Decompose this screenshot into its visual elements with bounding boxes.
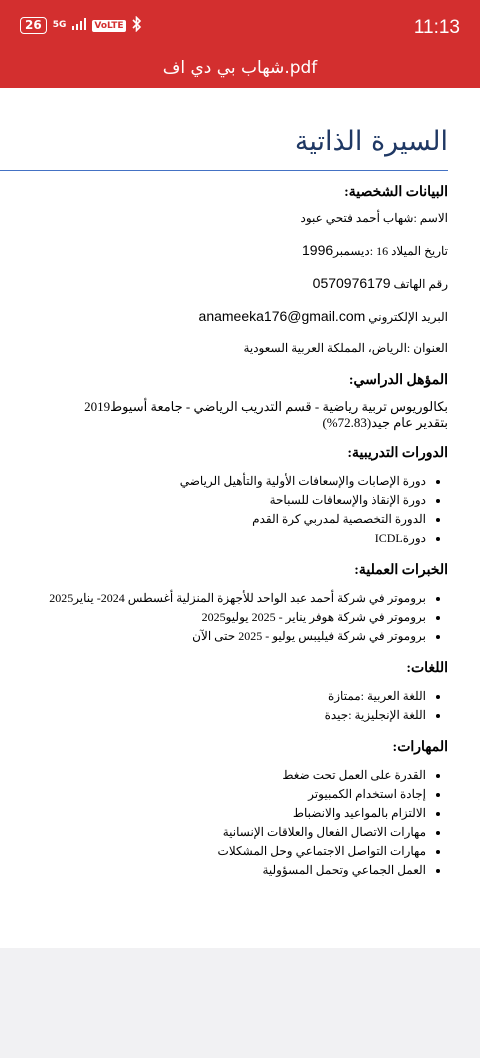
list-item: • دورةICDL — [28, 529, 426, 548]
bluetooth-icon — [132, 16, 142, 35]
list-item: • العمل الجماعي وتحمل المسؤولية — [28, 861, 426, 880]
list-item: • مهارات التواصل الاجتماعي وحل المشكلات — [28, 842, 426, 861]
status-bar — [0, 0, 480, 52]
languages-list — [28, 687, 448, 725]
document-title-bar: شهاب بي دي اف.pdf — [0, 52, 480, 88]
cv-title: السيرة الذاتية — [294, 126, 448, 157]
list-item: • اللغة الإنجليزية :جيدة — [28, 706, 426, 725]
list-item: • الدورة التخصصية لمدربي كرة القدم — [28, 510, 426, 529]
courses-list — [28, 472, 448, 548]
clock: 11:13 — [413, 17, 460, 38]
document-page[interactable] — [0, 88, 480, 948]
dob-line — [28, 242, 448, 259]
list-item: • دورة الإصابات والإسعافات الأولية والتأهيل الرياضي — [28, 472, 426, 491]
personal-heading: البيانات الشخصية: — [344, 185, 448, 200]
phone-label: رقم الهاتف — [393, 277, 448, 291]
list-item: • بروموتر في شركة فيليبس يوليو - 2025 حتى الآن — [28, 627, 426, 646]
battery-indicator: 26 — [20, 17, 47, 34]
education-grade: بتقدير عام جيد(72.83%) — [322, 415, 448, 430]
cv-content — [28, 184, 448, 880]
skills-list — [28, 766, 448, 880]
phone-line — [28, 275, 448, 292]
list-item: • إجادة استخدام الكمبيوتر — [28, 785, 426, 804]
experience-list — [28, 589, 448, 646]
list-item: • دورة الإنقاذ والإسعافات للسباحة — [28, 491, 426, 510]
title-divider — [0, 170, 448, 171]
dob-label: تاريخ الميلاد 16 :ديسمبر — [333, 244, 448, 258]
phone-value: 0570976179 — [312, 275, 391, 291]
address-line: العنوان :الرياض، المملكة العربية السعودية — [243, 341, 448, 355]
email-value: anameeka176@gmail.com — [198, 308, 366, 324]
list-item: • اللغة العربية :ممتازة — [28, 687, 426, 706]
network-label: 5G — [52, 20, 67, 30]
list-item: • مهارات الاتصال الفعال والعلاقات الإنسانية — [28, 823, 426, 842]
education-heading: المؤهل الدراسي: — [348, 373, 448, 388]
skills-heading: المهارات: — [392, 740, 448, 755]
signal-icon — [72, 18, 86, 33]
email-line — [28, 308, 448, 325]
languages-heading: اللغات: — [406, 661, 448, 676]
list-item: • القدرة على العمل تحت ضغط — [28, 766, 426, 785]
status-icons — [20, 16, 142, 35]
dob-year: 1996 — [302, 242, 334, 258]
email-label: البريد الإلكتروني — [368, 310, 448, 324]
name-line: الاسم :شهاب أحمد فتحي عبود — [300, 211, 448, 225]
courses-heading: الدورات التدريبية: — [347, 446, 448, 461]
volte-badge: VoLTE — [94, 20, 124, 31]
education-degree: بكالوريوس تربية رياضية - قسم التدريب الرياضي - جامعة أسيوط2019 — [84, 399, 448, 414]
list-item: • بروموتر في شركة هوفر يناير - 2025 يوليو2025 — [28, 608, 426, 627]
list-item: • الالتزام بالمواعيد والانضباط — [28, 804, 426, 823]
experience-heading: الخبرات العملية: — [354, 563, 448, 578]
list-item: • بروموتر في شركة أحمد عبد الواحد للأجهزة المنزلية أغسطس 2024- يناير2025 — [28, 589, 426, 608]
